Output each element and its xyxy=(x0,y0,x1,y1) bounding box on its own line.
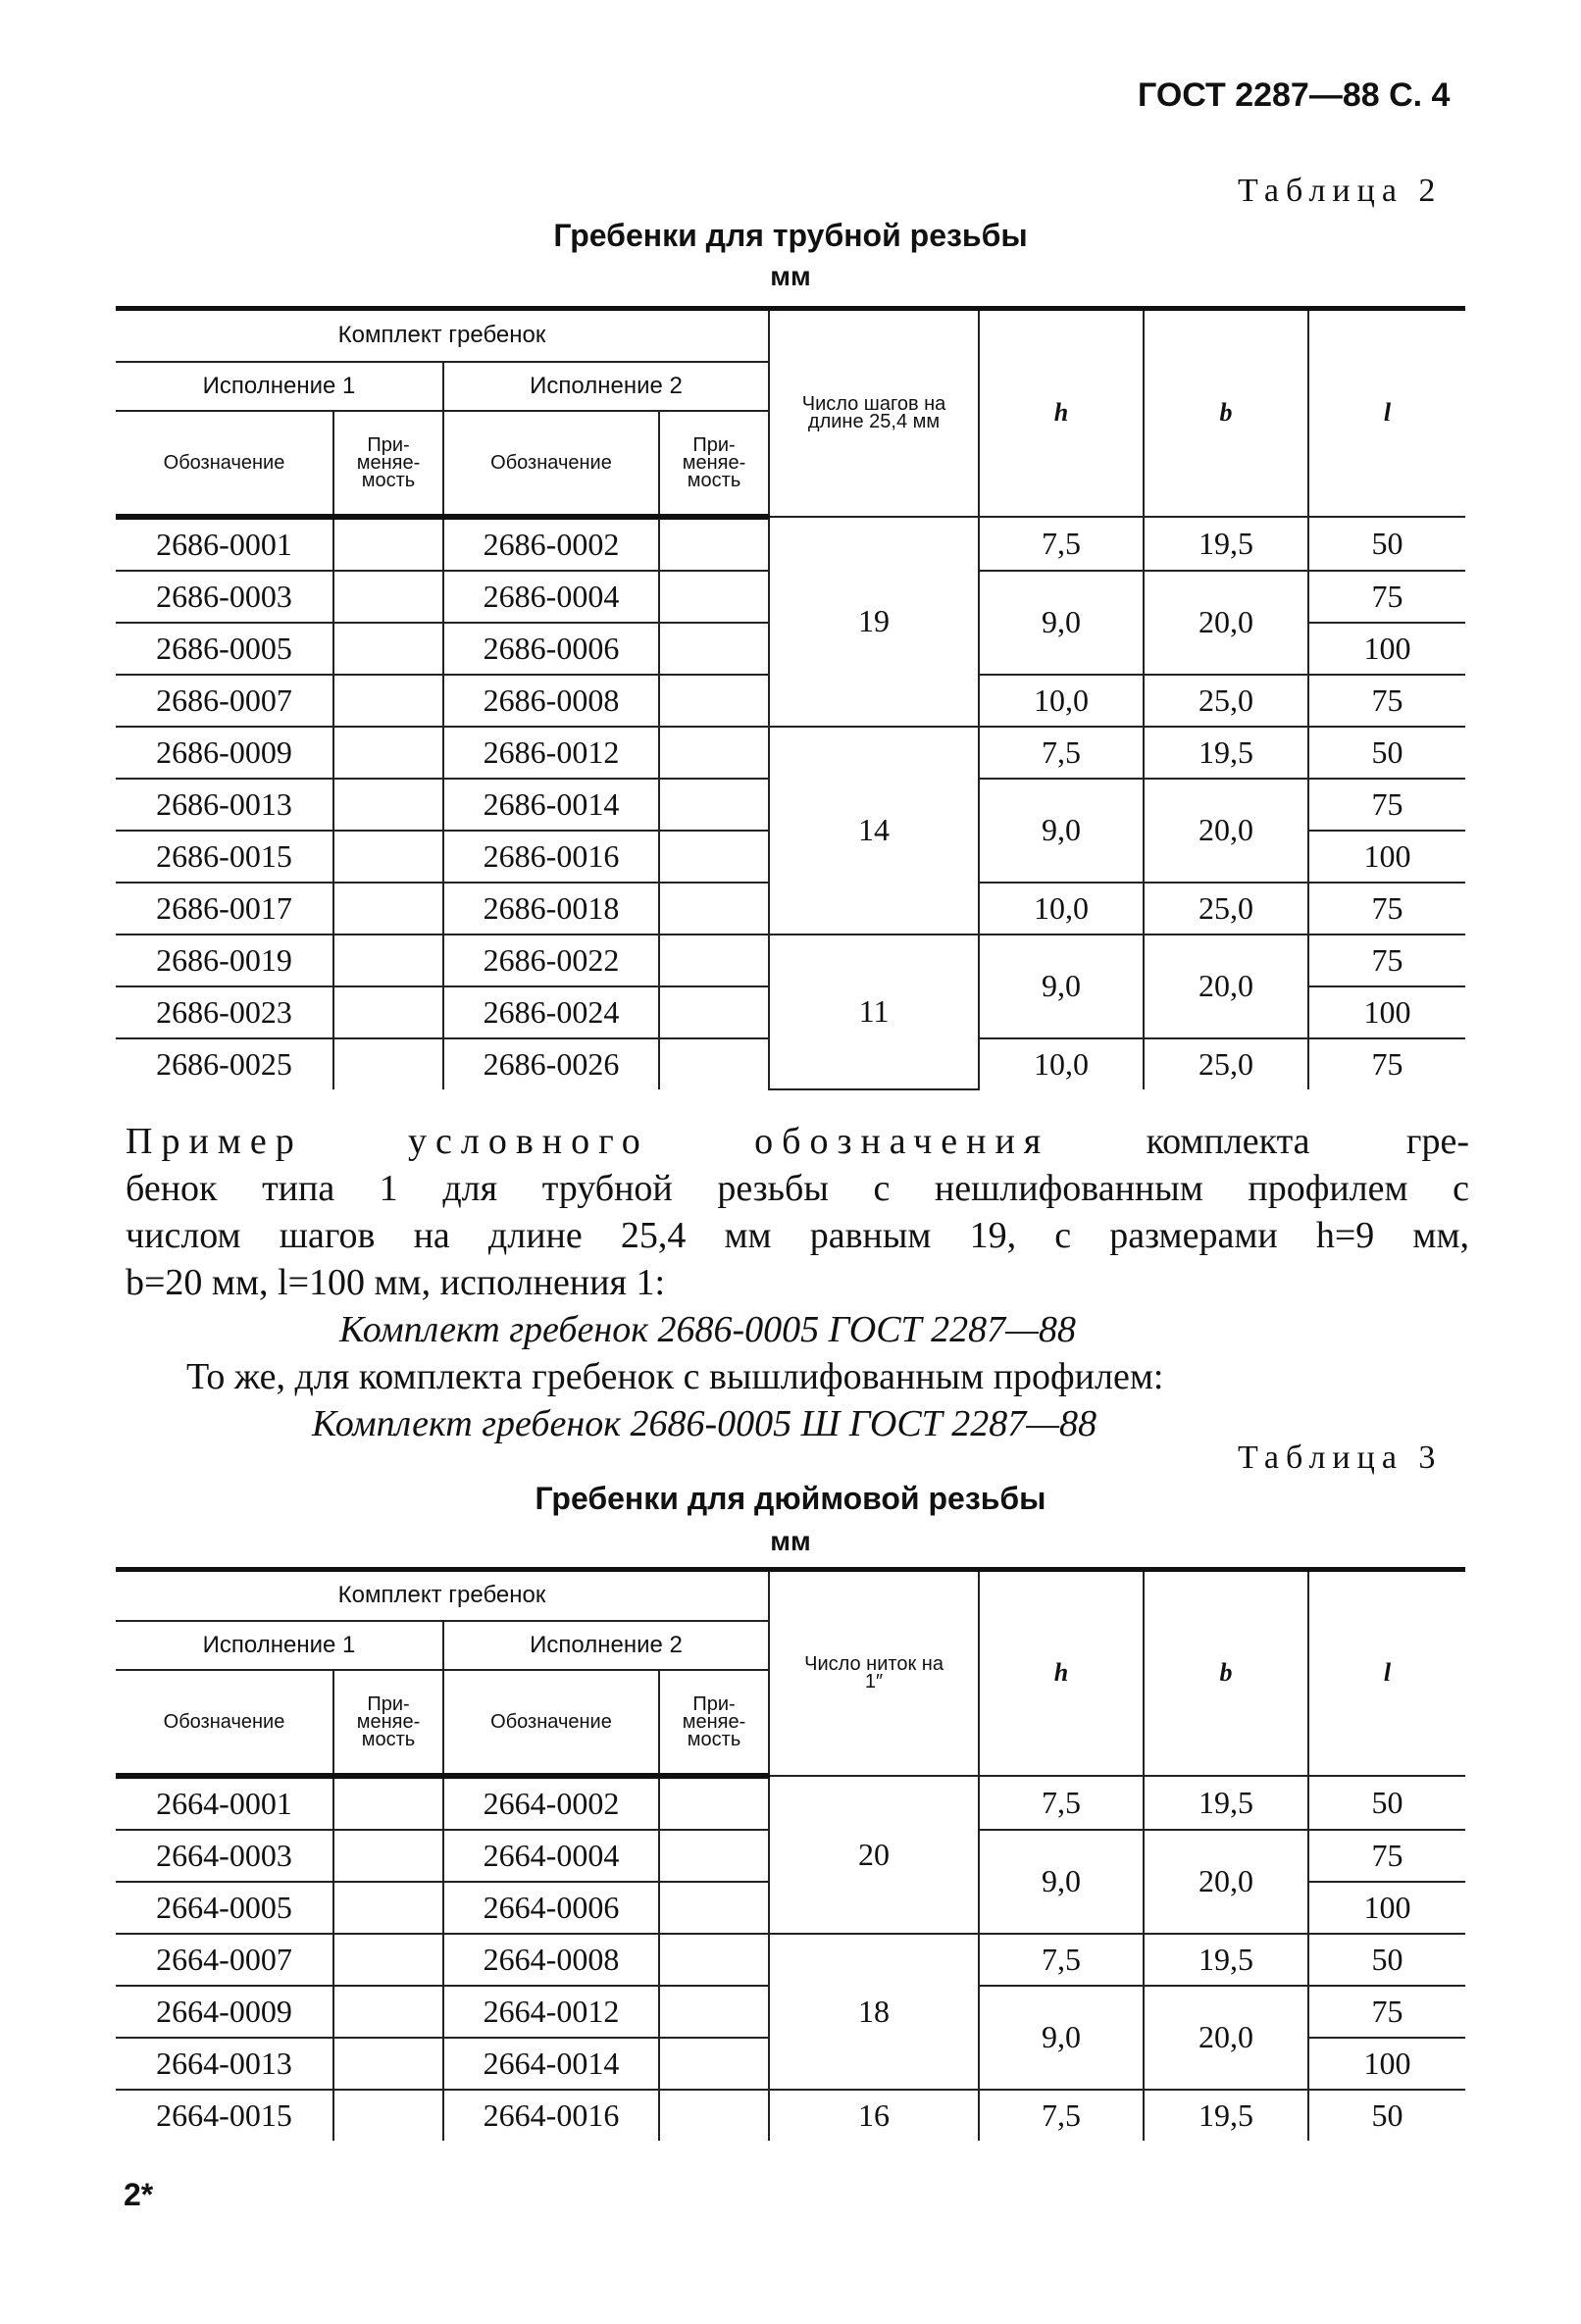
designation-cell: 2664-0001 xyxy=(116,1776,333,1830)
l-cell: 50 xyxy=(1308,2090,1465,2141)
footer-mark: 2* xyxy=(124,2177,154,2212)
count-cell: 18 xyxy=(769,1934,979,2090)
b-cell: 25,0 xyxy=(1144,1038,1308,1089)
table3 xyxy=(116,1567,1465,2141)
l-cell: 50 xyxy=(1308,1934,1465,1986)
l-cell: 75 xyxy=(1308,935,1465,986)
h-cell: 10,0 xyxy=(979,675,1144,727)
b-cell: 19,5 xyxy=(1144,1776,1308,1830)
count-cell: 14 xyxy=(769,727,979,935)
b-cell: 25,0 xyxy=(1144,675,1308,727)
designation-cell: 2664-0013 xyxy=(116,2038,333,2090)
applicability-cell xyxy=(659,1776,769,1830)
h-cell: 10,0 xyxy=(979,883,1144,935)
designation-cell: 2664-0003 xyxy=(116,1830,333,1882)
h-cell: 9,0 xyxy=(979,935,1144,1038)
designation-cell: 2664-0004 xyxy=(443,1830,659,1882)
example-paragraph xyxy=(126,1118,1469,1447)
table3-designation2-header: Обозначение xyxy=(443,1670,659,1776)
applicability-cell xyxy=(659,2090,769,2141)
applicability-cell xyxy=(333,2090,443,2141)
applicability-cell xyxy=(333,727,443,779)
applicability-cell xyxy=(333,779,443,831)
applicability-cell xyxy=(659,571,769,623)
h-cell: 7,5 xyxy=(979,727,1144,779)
applicability-cell xyxy=(333,517,443,571)
h-cell: 7,5 xyxy=(979,1934,1144,1986)
b-cell: 19,5 xyxy=(1144,727,1308,779)
designation-cell: 2664-0016 xyxy=(443,2090,659,2141)
table2-title: Гребенки для трубной резьбы xyxy=(553,218,1028,253)
example-lead: Пример условного обозначения xyxy=(126,1121,1050,1162)
example-line-1 xyxy=(126,1118,1469,1165)
table3-h-header: h xyxy=(979,1570,1144,1776)
b-cell: 20,0 xyxy=(1144,571,1308,675)
count-cell: 16 xyxy=(769,2090,979,2141)
table3-applicability1-header: При-меняе-мость xyxy=(333,1670,443,1776)
l-cell: 50 xyxy=(1308,1776,1465,1830)
table2-exec2-header: Исполнение 2 xyxy=(443,362,769,411)
l-cell: 100 xyxy=(1308,623,1465,675)
table-row xyxy=(116,935,1465,986)
table3-designation1-header: Обозначение xyxy=(116,1670,333,1776)
designation-cell: 2686-0006 xyxy=(443,623,659,675)
applicability-cell xyxy=(333,623,443,675)
designation-cell: 2686-0002 xyxy=(443,517,659,571)
applicability-cell xyxy=(333,935,443,986)
applicability-cell xyxy=(659,675,769,727)
designation-cell: 2664-0007 xyxy=(116,1934,333,1986)
h-cell: 9,0 xyxy=(979,779,1144,883)
table3-count-header: Число ниток на 1″ xyxy=(769,1570,979,1776)
designation-cell: 2686-0017 xyxy=(116,883,333,935)
applicability-cell xyxy=(659,831,769,883)
l-cell: 100 xyxy=(1308,831,1465,883)
table2-exec1-header: Исполнение 1 xyxy=(116,362,443,411)
applicability-cell xyxy=(659,2038,769,2090)
applicability-cell xyxy=(333,1986,443,2038)
applicability-cell xyxy=(333,831,443,883)
applicability-cell xyxy=(659,883,769,935)
table2-l-header: l xyxy=(1308,309,1465,517)
designation-cell: 2686-0007 xyxy=(116,675,333,727)
designation-cell: 2686-0008 xyxy=(443,675,659,727)
designation-cell: 2686-0024 xyxy=(443,986,659,1038)
table-row xyxy=(116,1776,1465,1830)
applicability-cell xyxy=(333,1830,443,1882)
designation-cell: 2686-0023 xyxy=(116,986,333,1038)
designation-cell: 2686-0016 xyxy=(443,831,659,883)
applicability-cell xyxy=(659,1986,769,2038)
table2-set-header: Комплект гребенок xyxy=(116,309,769,362)
h-cell: 9,0 xyxy=(979,1986,1144,2090)
applicability-cell xyxy=(333,2038,443,2090)
count-cell: 11 xyxy=(769,935,979,1089)
table3-b-header: b xyxy=(1144,1570,1308,1776)
applicability-cell xyxy=(659,1830,769,1882)
table3-set-header: Комплект гребенок xyxy=(116,1570,769,1621)
count-cell: 20 xyxy=(769,1776,979,1934)
table3-label: Таблица 3 xyxy=(1238,1440,1443,1476)
applicability-cell xyxy=(659,623,769,675)
designation-cell: 2686-0003 xyxy=(116,571,333,623)
designation-cell: 2664-0014 xyxy=(443,2038,659,2090)
example-line-2: бенок типа 1 для трубной резьбы с нешлифованным профилем с xyxy=(126,1168,1469,1209)
applicability-cell xyxy=(333,1776,443,1830)
applicability-cell xyxy=(333,1882,443,1934)
applicability-cell xyxy=(659,1038,769,1089)
applicability-cell xyxy=(659,935,769,986)
designation-cell: 2686-0022 xyxy=(443,935,659,986)
designation-cell: 2686-0026 xyxy=(443,1038,659,1089)
page-header: ГОСТ 2287—88 С. 4 xyxy=(1138,76,1451,114)
b-cell: 20,0 xyxy=(1144,935,1308,1038)
designation-cell: 2686-0012 xyxy=(443,727,659,779)
l-cell: 75 xyxy=(1308,779,1465,831)
l-cell: 75 xyxy=(1308,883,1465,935)
applicability-cell xyxy=(659,1934,769,1986)
example-line-4: b=20 мм, l=100 мм, исполнения 1: xyxy=(126,1262,666,1303)
applicability-cell xyxy=(333,1934,443,1986)
h-cell: 9,0 xyxy=(979,571,1144,675)
table3-title: Гребенки для дюймовой резьбы xyxy=(535,1481,1046,1516)
applicability-cell xyxy=(333,883,443,935)
applicability-cell xyxy=(659,779,769,831)
table-row xyxy=(116,727,1465,779)
applicability-cell xyxy=(659,517,769,571)
table2-unit: мм xyxy=(770,261,811,291)
designation-cell: 2664-0006 xyxy=(443,1882,659,1934)
designation-cell: 2664-0005 xyxy=(116,1882,333,1934)
applicability-cell xyxy=(659,727,769,779)
table3-l-header: l xyxy=(1308,1570,1465,1776)
table-row xyxy=(116,1934,1465,1986)
applicability-cell xyxy=(659,1882,769,1934)
applicability-cell xyxy=(333,675,443,727)
h-cell: 7,5 xyxy=(979,2090,1144,2141)
l-cell: 75 xyxy=(1308,1986,1465,2038)
example-line-5: То же, для комплекта гребенок с вышлифованным профилем: xyxy=(186,1356,1164,1397)
l-cell: 75 xyxy=(1308,1830,1465,1882)
b-cell: 19,5 xyxy=(1144,1934,1308,1986)
table2-h-header: h xyxy=(979,309,1144,517)
designation-cell: 2664-0008 xyxy=(443,1934,659,1986)
h-cell: 7,5 xyxy=(979,517,1144,571)
b-cell: 20,0 xyxy=(1144,1830,1308,1934)
table3-exec1-header: Исполнение 1 xyxy=(116,1621,443,1670)
table2-designation1-header: Обозначение xyxy=(116,411,333,517)
designation-cell: 2664-0002 xyxy=(443,1776,659,1830)
designation-cell: 2664-0012 xyxy=(443,1986,659,2038)
b-cell: 25,0 xyxy=(1144,883,1308,935)
designation-cell: 2686-0001 xyxy=(116,517,333,571)
table-row xyxy=(116,517,1465,571)
designation-cell: 2686-0013 xyxy=(116,779,333,831)
b-cell: 20,0 xyxy=(1144,1986,1308,2090)
table2-count-header: Число шагов на длине 25,4 мм xyxy=(769,309,979,517)
l-cell: 50 xyxy=(1308,517,1465,571)
l-cell: 50 xyxy=(1308,727,1465,779)
designation-cell: 2686-0015 xyxy=(116,831,333,883)
applicability-cell xyxy=(333,571,443,623)
b-cell: 19,5 xyxy=(1144,2090,1308,2141)
designation-cell: 2664-0009 xyxy=(116,1986,333,2038)
l-cell: 75 xyxy=(1308,1038,1465,1089)
table2-applicability1-header: При-меняе-мость xyxy=(333,411,443,517)
table3-applicability2-header: При-меняе-мость xyxy=(659,1670,769,1776)
designation-cell: 2686-0009 xyxy=(116,727,333,779)
applicability-cell xyxy=(333,986,443,1038)
example-designation-1: Комплект гребенок 2686-0005 ГОСТ 2287—88 xyxy=(339,1309,1076,1350)
h-cell: 9,0 xyxy=(979,1830,1144,1934)
b-cell: 19,5 xyxy=(1144,517,1308,571)
l-cell: 100 xyxy=(1308,986,1465,1038)
l-cell: 75 xyxy=(1308,571,1465,623)
designation-cell: 2686-0005 xyxy=(116,623,333,675)
example-designation-2: Комплект гребенок 2686-0005 Ш ГОСТ 2287—88 xyxy=(312,1403,1097,1444)
designation-cell: 2686-0004 xyxy=(443,571,659,623)
l-cell: 100 xyxy=(1308,1882,1465,1934)
designation-cell: 2664-0015 xyxy=(116,2090,333,2141)
designation-cell: 2686-0019 xyxy=(116,935,333,986)
table2-label: Таблица 2 xyxy=(1238,173,1443,209)
h-cell: 10,0 xyxy=(979,1038,1144,1089)
h-cell: 7,5 xyxy=(979,1776,1144,1830)
designation-cell: 2686-0018 xyxy=(443,883,659,935)
table2-applicability2-header: При-меняе-мость xyxy=(659,411,769,517)
designation-cell: 2686-0025 xyxy=(116,1038,333,1089)
b-cell: 20,0 xyxy=(1144,779,1308,883)
table3-unit: мм xyxy=(770,1526,811,1556)
example-line1-rest: комплекта гре- xyxy=(1146,1121,1469,1162)
table3-exec2-header: Исполнение 2 xyxy=(443,1621,769,1670)
table2 xyxy=(116,306,1465,1090)
applicability-cell xyxy=(333,1038,443,1089)
example-line-3: числом шагов на длине 25,4 мм равным 19, с размерами h=9 мм, xyxy=(126,1215,1469,1256)
l-cell: 75 xyxy=(1308,675,1465,727)
count-cell: 19 xyxy=(769,517,979,727)
designation-cell: 2686-0014 xyxy=(443,779,659,831)
l-cell: 100 xyxy=(1308,2038,1465,2090)
table2-b-header: b xyxy=(1144,309,1308,517)
applicability-cell xyxy=(659,986,769,1038)
table-row xyxy=(116,2090,1465,2141)
table2-designation2-header: Обозначение xyxy=(443,411,659,517)
